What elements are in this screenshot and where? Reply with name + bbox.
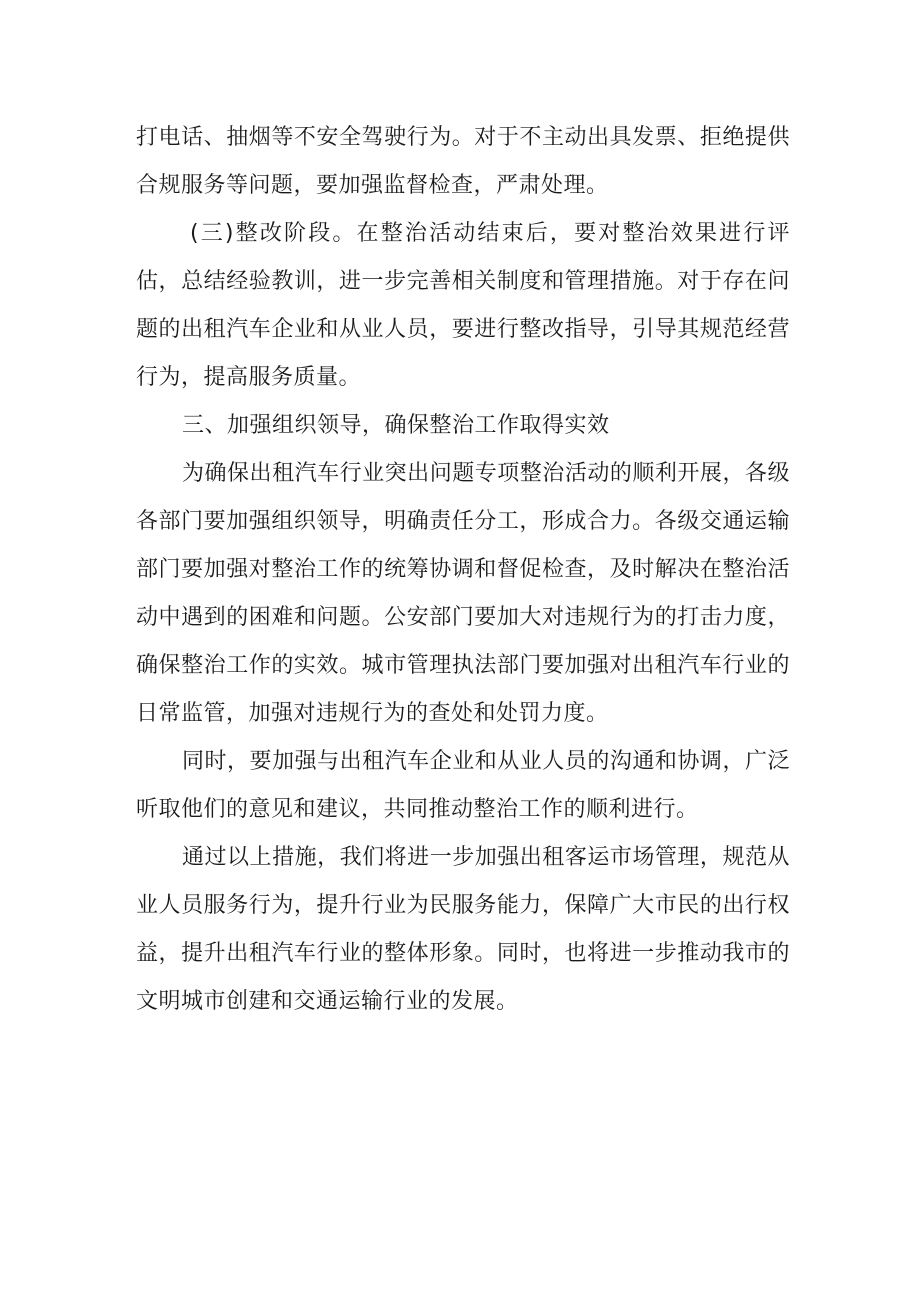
paragraph-conclusion: 通过以上措施，我们将进一步加强出租客运市场管理，规范从业人员服务行为，提升行业为民服务能力，保障广大市民的出行权益，提升出租汽车行业的整体形象。同时，也将进一步推动我市的文明城市创建和交通运输行业的发展。 [136,845,790,1014]
section-heading-organization: 三、加强组织领导，确保整治工作取得实效 [182,413,610,438]
paragraph-continuation: 打电话、抽烟等不安全驾驶行为。对于不主动出具发票、拒绝提供合规服务等问题，要加强监督检查，严肃处理。 [136,125,790,198]
paragraph-rectification-stage: (三)整改阶段。在整治活动结束后，要对整治效果进行评估，总结经验教训，进一步完善相关制度和管理措施。对于存在问题的出租汽车企业和从业人员，要进行整改指导，引导其规范经营行为，提高服务质量。 [136,221,790,390]
document-body [136,114,790,1026]
paragraph-communication: 同时，要加强与出租汽车企业和从业人员的沟通和协调，广泛听取他们的意见和建议，共同推动整治工作的顺利进行。 [136,749,790,822]
paragraph-organization-leadership: 为确保出租汽车行业突出问题专项整治活动的顺利开展，各级各部门要加强组织领导，明确责任分工，形成合力。各级交通运输部门要加强对整治工作的统筹协调和督促检查，及时解决在整治活动中遇到的困难和问题。公安部门要加大对违规行为的打击力度，确保整治工作的实效。城市管理执法部门要加强对出租汽车行业的日常监管，加强对违规行为的查处和处罚力度。 [136,461,790,726]
